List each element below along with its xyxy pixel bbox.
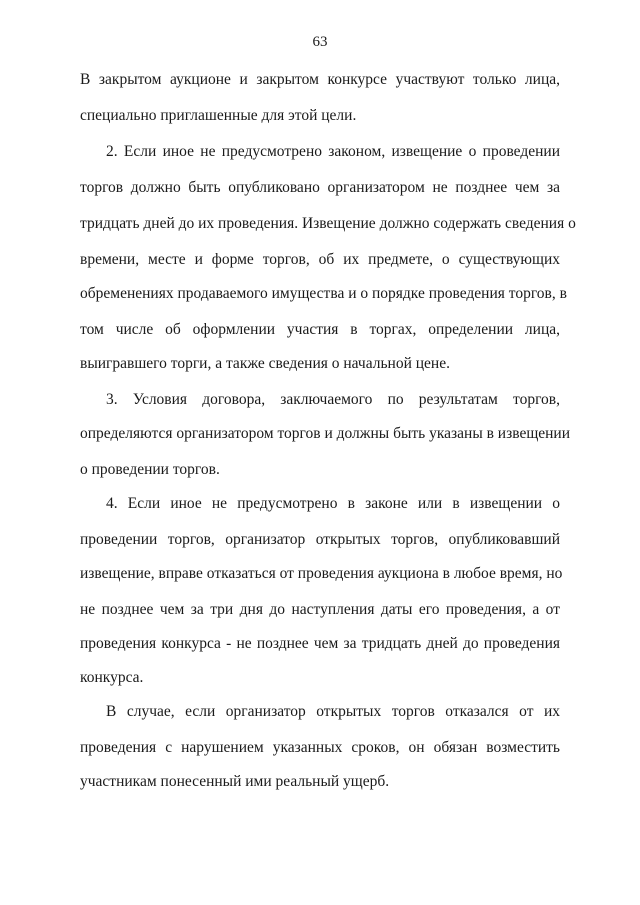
text-line: выигравшего торги, а также сведения о начальной цене. bbox=[80, 355, 450, 372]
text-line: извещение, вправе отказаться от проведения аукциона в любое время, но bbox=[80, 565, 563, 582]
text-line: В закрытом аукционе и закрытом конкурсе участвуют только лица, bbox=[80, 71, 560, 88]
text-line: тридцать дней до их проведения. Извещение должно содержать сведения о bbox=[80, 215, 576, 232]
text-line: проведения конкурса - не позднее чем за тридцать дней до проведения bbox=[80, 635, 560, 652]
text-line: участникам понесенный ими реальный ущерб. bbox=[80, 773, 390, 790]
text-line: обременениях продаваемого имущества и о порядке проведения торгов, в bbox=[80, 285, 567, 302]
page-number: 63 bbox=[312, 34, 328, 50]
text-line: о проведении торгов. bbox=[80, 461, 220, 478]
text-line: определяются организатором торгов и должны быть указаны в извещении bbox=[80, 425, 571, 442]
text-line: проведения с нарушением указанных сроков, он обязан возместить bbox=[80, 739, 560, 756]
text-line: времени, месте и форме торгов, об их предмете, о существующих bbox=[80, 251, 560, 268]
text-line: специально приглашенные для этой цели. bbox=[80, 107, 357, 124]
text-line: конкурса. bbox=[80, 669, 144, 686]
text-line: 4. Если иное не предусмотрено в законе или в извещении о bbox=[106, 495, 560, 512]
text-line: В случае, если организатор открытых торгов отказался от их bbox=[106, 703, 560, 720]
text-line: 3. Условия договора, заключаемого по результатам торгов, bbox=[106, 391, 560, 408]
text-line: торгов должно быть опубликовано организатором не позднее чем за bbox=[80, 179, 560, 196]
text-line: том числе об оформлении участия в торгах, определении лица, bbox=[80, 321, 560, 338]
text-line: 2. Если иное не предусмотрено законом, извещение о проведении bbox=[106, 143, 560, 160]
text-line: проведении торгов, организатор открытых торгов, опубликовавший bbox=[80, 531, 560, 548]
text-line: не позднее чем за три дня до наступления даты его проведения, а от bbox=[80, 601, 560, 618]
